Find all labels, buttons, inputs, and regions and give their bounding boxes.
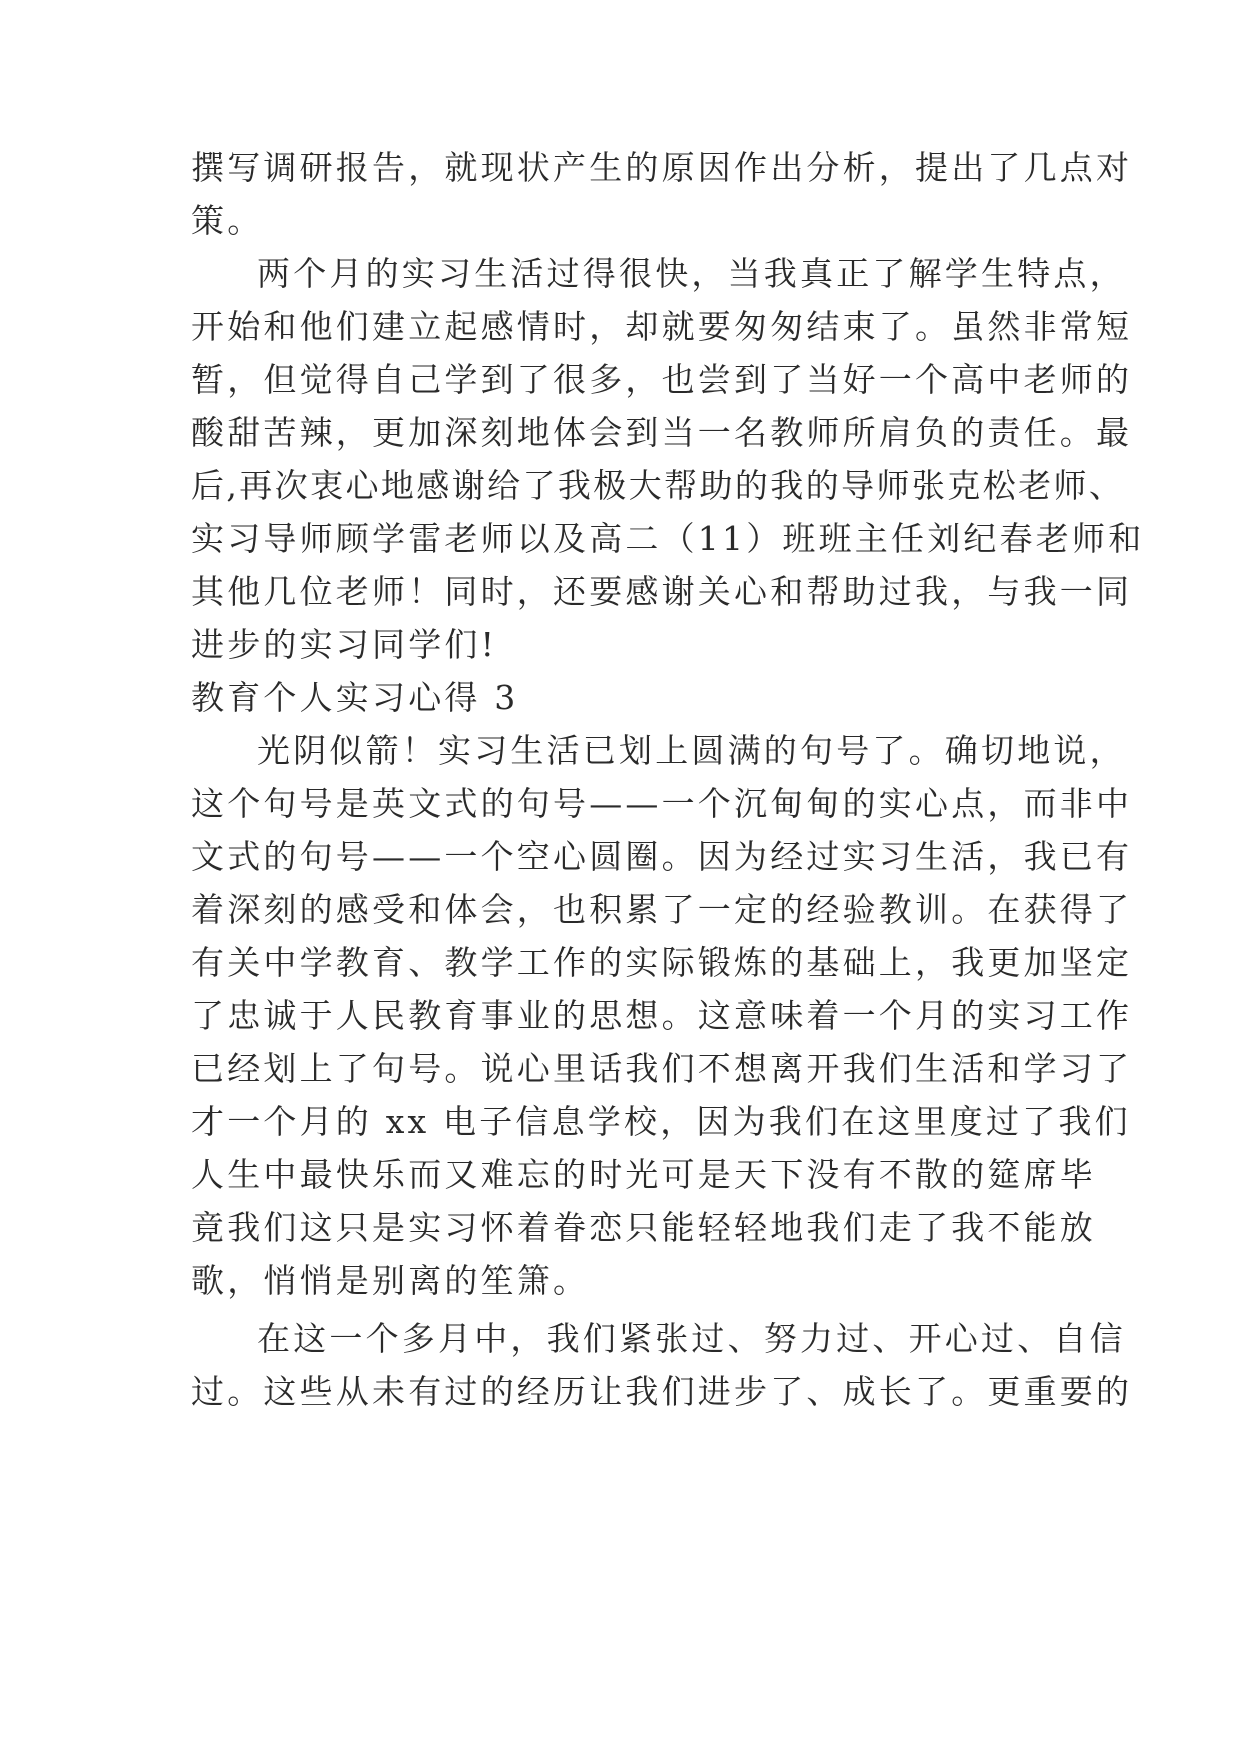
- section-heading: 教育个人实习心得 3: [191, 678, 519, 717]
- text-line: 了忠诚于人民教育事业的思想。这意味着一个月的实习工作: [191, 996, 1133, 1035]
- text-line: 后,再次衷心地感谢给了我极大帮助的我的导师张克松老师、: [191, 466, 1125, 505]
- text-line: 人生中最快乐而又难忘的时光可是天下没有不散的筵席毕: [191, 1155, 1096, 1194]
- text-line: 才一个月的 xx 电子信息学校，因为我们在这里度过了我们: [191, 1102, 1131, 1141]
- text-line: 策。: [191, 201, 264, 240]
- text-line: 已经划上了句号。说心里话我们不想离开我们生活和学习了: [191, 1049, 1133, 1088]
- text-line: 开始和他们建立起感情时，却就要匆匆结束了。虽然非常短: [191, 307, 1133, 346]
- text-line: 进步的实习同学们!: [191, 625, 498, 664]
- text-line: 文式的句号——一个空心圆圈。因为经过实习生活，我已有: [191, 837, 1133, 876]
- text-line: 这个句号是英文式的句号——一个沉甸甸的实心点，而非中: [191, 784, 1133, 823]
- text-line: 过。这些从未有过的经历让我们进步了、成长了。更重要的: [191, 1372, 1133, 1411]
- text-line: 暂，但觉得自己学到了很多，也尝到了当好一个高中老师的: [191, 360, 1133, 399]
- text-line: 着深刻的感受和体会，也积累了一定的经验教训。在获得了: [191, 890, 1133, 929]
- text-line: 撰写调研报告，就现状产生的原因作出分析，提出了几点对: [191, 148, 1133, 187]
- text-line: 酸甜苦辣，更加深刻地体会到当一名教师所肩负的责任。最: [191, 413, 1133, 452]
- paragraph-first-line: 光阴似箭！实习生活已划上圆满的句号了。确切地说，: [257, 731, 1126, 770]
- text-line: 其他几位老师！同时，还要感谢关心和帮助过我，与我一同: [191, 572, 1133, 611]
- text-line: 有关中学教育、教学工作的实际锻炼的基础上，我更加坚定: [191, 943, 1133, 982]
- text-line: 实习导师顾学雷老师以及高二（11）班班主任刘纪春老师和: [191, 519, 1145, 558]
- paragraph-first-line: 在这一个多月中，我们紧张过、努力过、开心过、自信: [257, 1319, 1126, 1358]
- paragraph-first-line: 两个月的实习生活过得很快，当我真正了解学生特点，: [257, 254, 1126, 293]
- text-line: 歌，悄悄是别离的笙箫。: [191, 1261, 590, 1300]
- text-line: 竟我们这只是实习怀着眷恋只能轻轻地我们走了我不能放: [191, 1208, 1096, 1247]
